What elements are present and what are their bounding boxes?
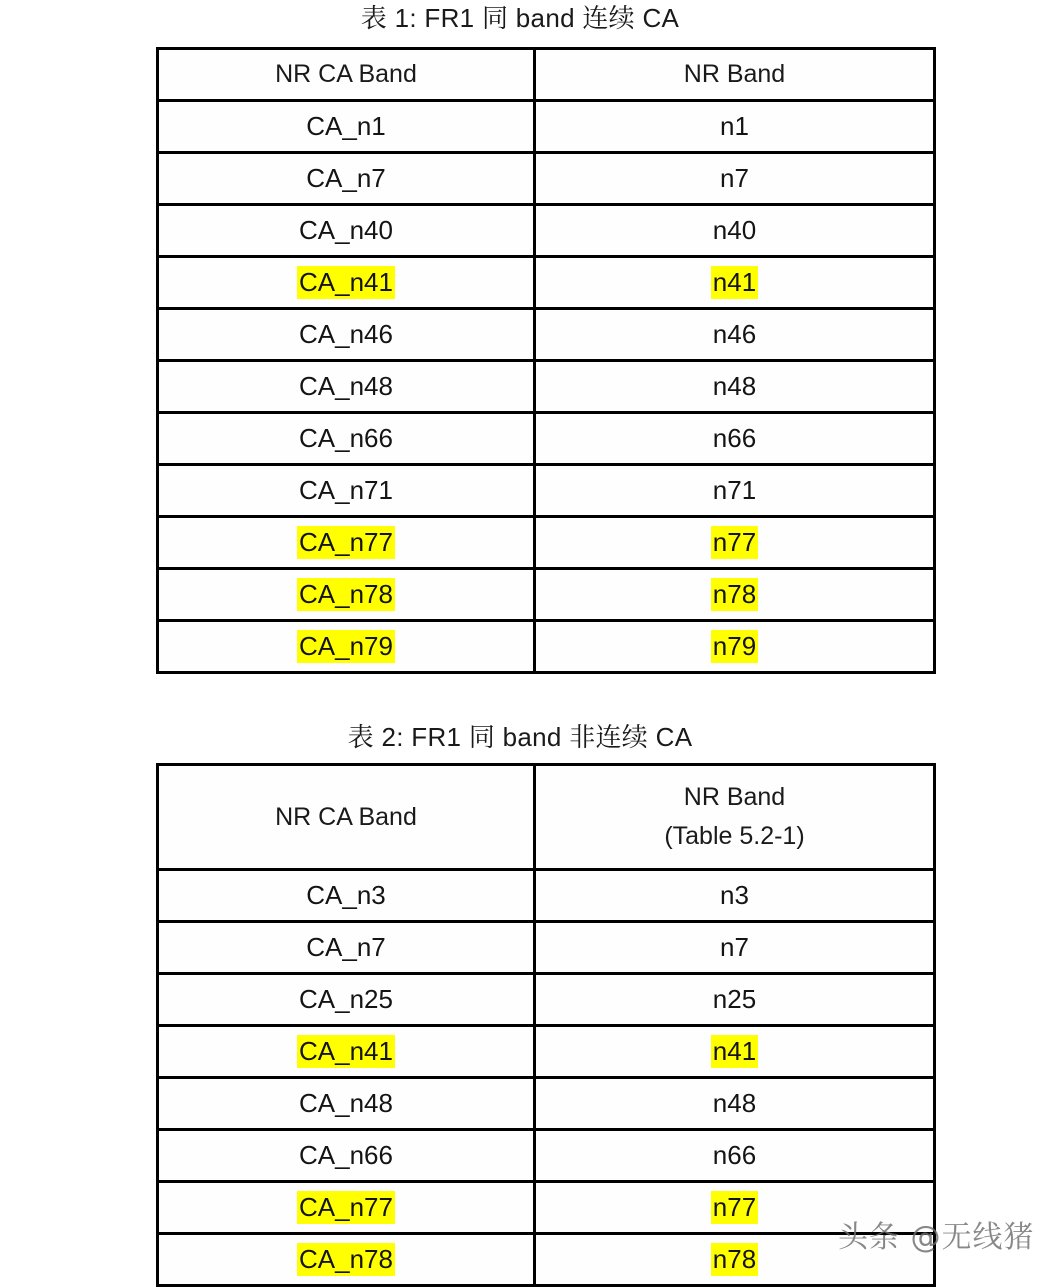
table-1-caption: 表 1: FR1 同 band 连续 CA	[360, 3, 680, 33]
cell-nr-ca-band	[158, 1078, 535, 1130]
highlighted-value: n41	[712, 267, 757, 297]
cell-nr-band	[535, 1078, 935, 1130]
cell-nr-band	[535, 922, 935, 974]
fr1-intra-band-contiguous-ca-table	[156, 47, 936, 674]
table-row	[158, 569, 935, 621]
highlighted-value: n79	[712, 631, 757, 661]
highlighted-value: CA_n77	[299, 1192, 393, 1222]
cell-nr-ca-band	[158, 309, 535, 361]
value: CA_n40	[299, 215, 393, 245]
table-row	[158, 922, 935, 974]
cell-nr-ca-band	[158, 257, 535, 309]
cell-nr-ca-band	[158, 1026, 535, 1078]
cell-nr-ca-band	[158, 870, 535, 922]
column-header-nr-band-line1: NR Band	[683, 783, 786, 812]
value: n71	[712, 475, 757, 505]
value: n3	[720, 880, 749, 910]
cell-nr-band	[535, 621, 935, 673]
table-header-row	[158, 765, 935, 870]
cell-nr-ca-band	[158, 413, 535, 465]
table-2-caption: 表 2: FR1 同 band 非连续 CA	[347, 722, 693, 752]
value: n40	[712, 215, 757, 245]
column-header-nr-ca-band: NR CA Band	[158, 49, 535, 101]
column-header-nr-band-table-ref: (Table 5.2-1)	[664, 822, 805, 850]
table-row	[158, 621, 935, 673]
cell-nr-ca-band	[158, 465, 535, 517]
highlighted-value: CA_n78	[299, 1244, 393, 1274]
value: n66	[712, 1140, 757, 1170]
table-row	[158, 517, 935, 569]
highlighted-value: CA_n79	[299, 631, 393, 661]
value: CA_n46	[299, 319, 393, 349]
column-header-nr-ca-band: NR CA Band	[158, 765, 535, 870]
cell-nr-band	[535, 569, 935, 621]
cell-nr-band	[535, 205, 935, 257]
value: n46	[712, 319, 757, 349]
cell-nr-band	[535, 870, 935, 922]
value: CA_n3	[306, 880, 386, 910]
cell-nr-band	[535, 1182, 935, 1234]
table-row	[158, 870, 935, 922]
cell-nr-band	[535, 974, 935, 1026]
cell-nr-band	[535, 1026, 935, 1078]
highlighted-value: n77	[712, 527, 757, 557]
table-row	[158, 1182, 935, 1234]
cell-nr-band	[535, 465, 935, 517]
cell-nr-ca-band	[158, 101, 535, 153]
table-row	[158, 361, 935, 413]
cell-nr-ca-band	[158, 1234, 535, 1286]
value: n7	[720, 932, 749, 962]
highlighted-value: CA_n41	[299, 1036, 393, 1066]
table-header-row	[158, 49, 935, 101]
column-header-nr-band: NR Band	[535, 49, 935, 101]
value: CA_n7	[306, 932, 386, 962]
value: CA_n25	[299, 984, 393, 1014]
value: n48	[712, 1088, 757, 1118]
cell-nr-band	[535, 101, 935, 153]
value: n7	[720, 163, 749, 193]
value: CA_n7	[306, 163, 386, 193]
cell-nr-ca-band	[158, 922, 535, 974]
table-row	[158, 413, 935, 465]
table-row	[158, 465, 935, 517]
value: CA_n1	[306, 111, 386, 141]
highlighted-value: n77	[712, 1192, 757, 1222]
table-row	[158, 309, 935, 361]
table-row	[158, 101, 935, 153]
table-2-body	[158, 870, 935, 1286]
value: CA_n66	[299, 1140, 393, 1170]
cell-nr-ca-band	[158, 974, 535, 1026]
cell-nr-ca-band	[158, 153, 535, 205]
table-row	[158, 1078, 935, 1130]
cell-nr-ca-band	[158, 361, 535, 413]
column-header-nr-band	[535, 765, 935, 870]
cell-nr-band	[535, 361, 935, 413]
highlighted-value: n78	[712, 579, 757, 609]
highlighted-value: n78	[712, 1244, 757, 1274]
cell-nr-band	[535, 1234, 935, 1286]
value: CA_n71	[299, 475, 393, 505]
value: n25	[712, 984, 757, 1014]
table-1-body	[158, 101, 935, 673]
cell-nr-ca-band	[158, 205, 535, 257]
cell-nr-ca-band	[158, 569, 535, 621]
cell-nr-band	[535, 517, 935, 569]
value: CA_n66	[299, 423, 393, 453]
cell-nr-band	[535, 413, 935, 465]
table-row	[158, 205, 935, 257]
cell-nr-ca-band	[158, 1130, 535, 1182]
cell-nr-ca-band	[158, 517, 535, 569]
value: n66	[712, 423, 757, 453]
table-row	[158, 257, 935, 309]
cell-nr-band	[535, 309, 935, 361]
highlighted-value: CA_n78	[299, 579, 393, 609]
cell-nr-ca-band	[158, 621, 535, 673]
value: n48	[712, 371, 757, 401]
cell-nr-band	[535, 153, 935, 205]
table-row	[158, 153, 935, 205]
cell-nr-band	[535, 257, 935, 309]
highlighted-value: CA_n77	[299, 527, 393, 557]
table-row	[158, 974, 935, 1026]
value: n1	[720, 111, 749, 141]
value: CA_n48	[299, 1088, 393, 1118]
fr1-intra-band-non-contiguous-ca-table	[156, 763, 936, 1287]
cell-nr-band	[535, 1130, 935, 1182]
table-row	[158, 1026, 935, 1078]
cell-nr-ca-band	[158, 1182, 535, 1234]
value: CA_n48	[299, 371, 393, 401]
highlighted-value: CA_n41	[299, 267, 393, 297]
table-row	[158, 1234, 935, 1286]
table-row	[158, 1130, 935, 1182]
highlighted-value: n41	[712, 1036, 757, 1066]
watermark: 头条 @无线猪	[838, 1220, 1035, 1255]
